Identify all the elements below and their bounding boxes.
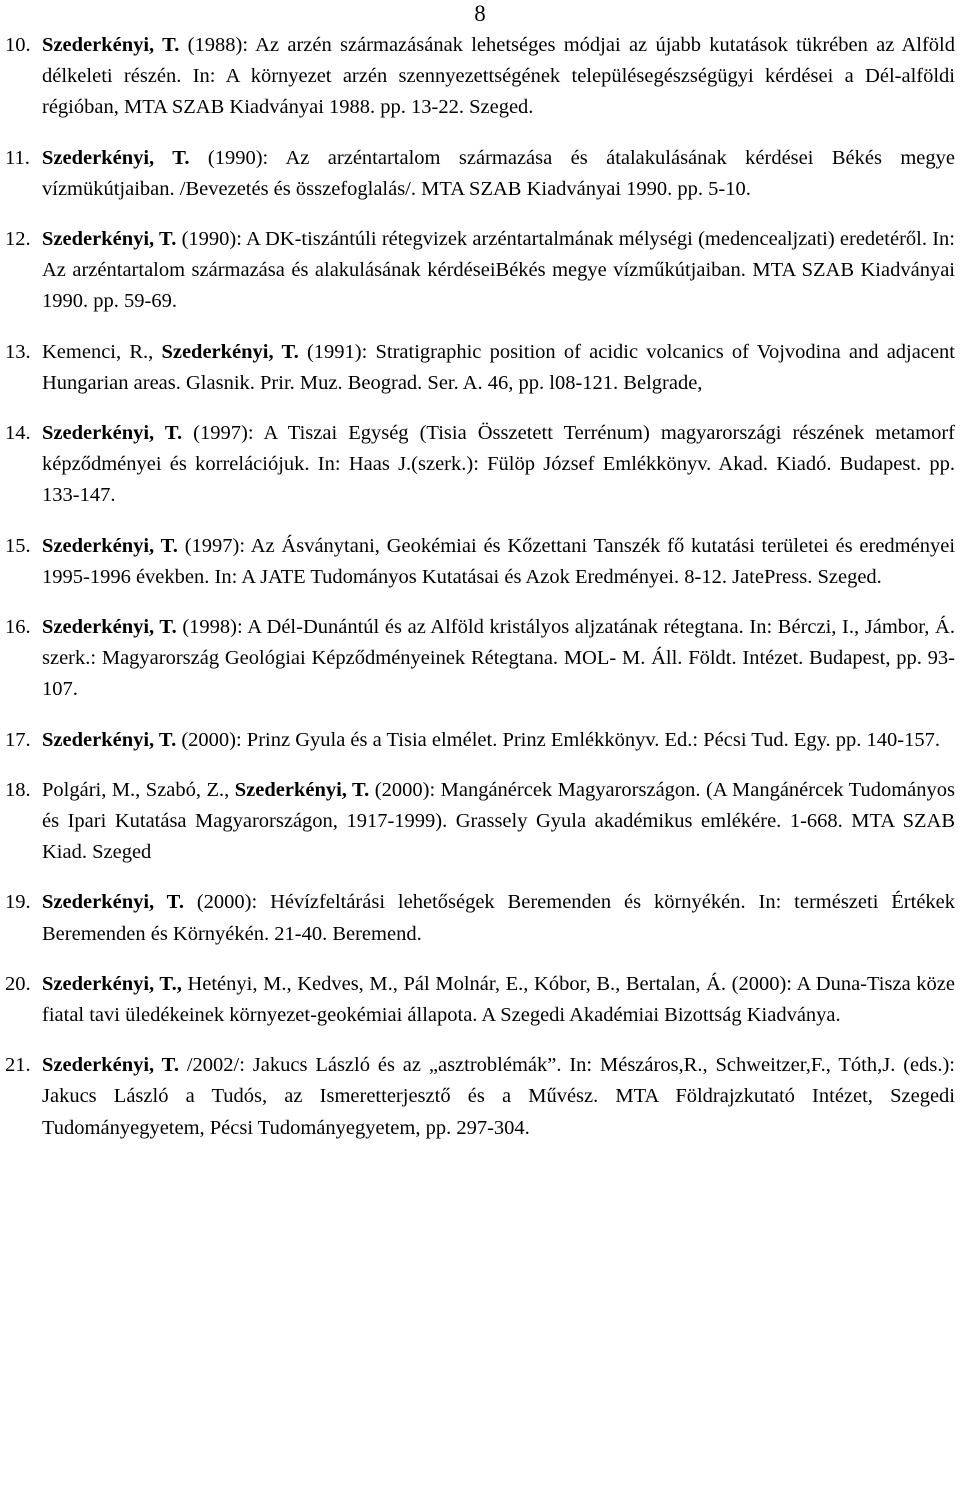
reference-text: (2000): Prinz Gyula és a Tisia elmélet. Prinz Emlékkönyv. Ed.: Pécsi Tud. Egy. pp. 140-157. [176,728,940,751]
reference-author: Szederkényi, T. [42,616,177,639]
reference-number: 10. [5,34,31,56]
reference-text: (2000): Hévízfeltárási lehetőségek Beremenden és környékén. In: természeti Értékek Beremenden és Környékén. 21-40. Beremend. [42,891,956,945]
reference-item [5,725,955,756]
reference-text: (1990): A DK-tiszántúli rétegvizek arzéntartalmának mélységi (medencealjzati) eredetéről. In: Az arzéntartalom származása és alakulásának kérdéseiBékés megye vízműkútjaiban. MTA SZAB Kiadványai 1990. pp. 59-69. [42,228,955,313]
reference-text: (1991): Stratigraphic position of acidic volcanics of Vojvodina and adjacent Hungarian areas. Glasnik. Prir. Muz. Beograd. Ser. A. 46, pp. l08-121. Belgrade, [42,340,955,394]
reference-number: 19. [5,891,31,914]
reference-author: Szederkényi, T. [42,422,183,445]
reference-item [5,775,955,869]
reference-number: 14. [5,422,31,445]
reference-author: Szederkényi, T. [42,1054,179,1077]
reference-item [5,887,956,949]
reference-author: Szederkényi, T. [42,534,178,557]
reference-number: 13. [5,340,31,363]
reference-text: (1990): Az arzéntartalom származása és átalakulásának kérdései Békés megye vízmükútjaiban. /Bevezetés és összefoglalás/. MTA SZAB Kiadványai 1990. pp. 5-10. [42,146,955,200]
reference-item [5,418,955,512]
reference-author: Szederkényi, T. [42,891,184,914]
reference-author: Szederkényi, T. [161,340,299,363]
reference-text: /2002/: Jakucs László és az „asztroblémák”. In: Mészáros,R., Schweitzer,F., Tóth,J. (eds.): Jakucs László a Tudós, az Ismeretterjesztő és a Művész. MTA Földrajzkutató Intézet, Szegedi Tudományegyetem, Pécsi Tudományegyetem, pp. 297-304. [42,1054,955,1139]
reference-item [5,531,956,593]
reference-number: 15. [5,534,31,557]
reference-text: (1988): Az arzén származásának lehetséges módjai az újabb kutatások tükrében az Alföld délkeleti részén. In: A környezet arzén szennyezettségének településegészségügyi kérdései a Dél-alföldi régióban, MTA SZAB Kiadványai 1988. pp. 13-22. Szeged. [42,34,956,119]
reference-author: Szederkényi, T. [234,778,370,801]
reference-author: Szederkényi, T., [42,972,182,995]
reference-author: Szederkényi, T. [42,34,180,56]
page-number: 8 [474,1,486,26]
reference-item [5,612,955,706]
reference-author: Szederkényi, T. [42,728,177,751]
reference-number: 12. [5,228,31,251]
reference-number: 21. [5,1054,31,1077]
reference-number: 17. [5,728,31,751]
reference-item [5,143,955,205]
reference-text: (1997): Az Ásványtani, Geokémiai és Kőzettani Tanszék fő kutatási területei és eredményei 1995-1996 években. In: A JATE Tudományos Kutatásai és Azok Eredményei. 8-12. JatePress. Szeged. [42,534,956,588]
reference-author: Szederkényi, T. [42,146,190,169]
reference-text: (2000): Mangánércek Magyarországon. (A Mangánércek Tudományos és Ipari Kutatása Magyarországon, 1917-1999). Grassely Gyula akadémikus emlékére. 1-668. MTA SZAB Kiad. Szeged [42,778,955,864]
reference-list [0,30,960,1163]
reference-number: 18. [5,778,31,801]
reference-coauthors: Polgári, M., Szabó, Z., [42,778,235,801]
reference-coauthors: Kemenci, R., [42,340,162,363]
reference-number: 20. [5,972,31,995]
reference-item [5,969,955,1031]
reference-text: Hetényi, M., Kedves, M., Pál Molnár, E., Kóbor, B., Bertalan, Á. (2000): A Duna-Tisza köze fiatal tavi üledékeinek környezet-geokémiai állapota. A Szegedi Akadémiai Bizottság Kiadványa. [42,972,955,1027]
reference-number: 16. [5,616,31,639]
reference-author: Szederkényi, T. [42,228,177,251]
reference-text: (1997): A Tiszai Egység (Tisia Összetett Terrénum) magyarországi részének metamorf képződményei és korrelációjuk. In: Haas J.(szerk.): Fülöp József Emlékkönyv. Akad. Kiadó. Budapest. pp. 133-147. [42,422,955,507]
reference-item [5,224,955,318]
reference-item [5,337,955,399]
reference-item [5,30,956,124]
reference-number: 11. [5,146,30,169]
reference-item [5,1050,955,1144]
reference-text: (1998): A Dél-Dunántúl és az Alföld kristályos aljzatának rétegtana. In: Bérczi, I., Jámbor, Á. szerk.: Magyarország Geológiai Képződményeinek Rétegtana. MOL- M. Áll. Földt. Intézet. Budapest, pp. 93-107. [42,616,955,701]
